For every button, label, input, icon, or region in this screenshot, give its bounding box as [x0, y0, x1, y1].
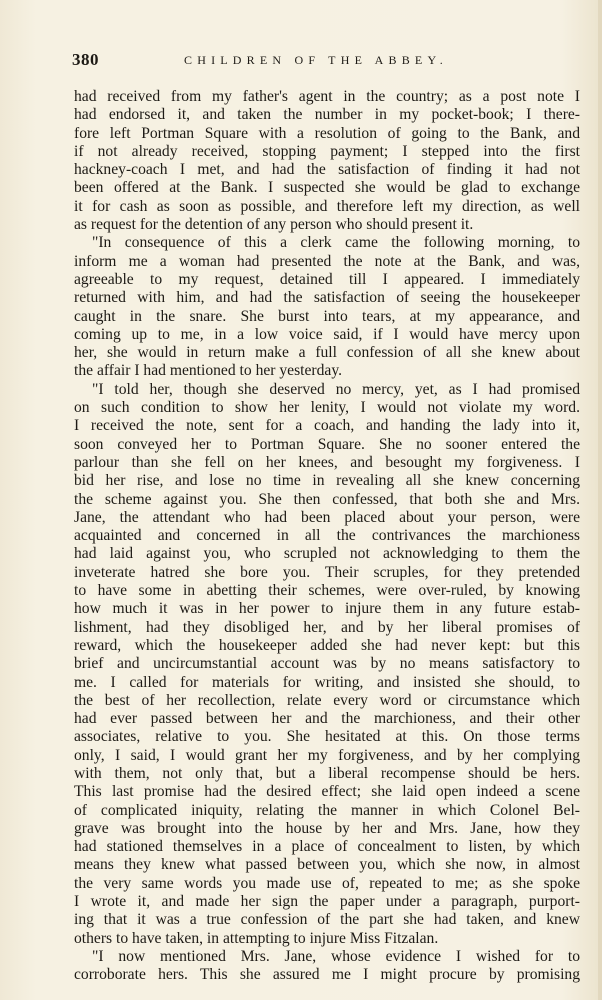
text-line: bid her rise, and lose no time in revealing all she knew concerning: [74, 472, 580, 490]
text-line: reward, which the housekeeper added she had never kept: but this: [74, 636, 580, 654]
text-line: on such condition to show her lenity, I would not violate my word.: [74, 399, 580, 417]
page-edge: [598, 0, 602, 1000]
text-line: only, I said, I would grant her my forgiveness, and by her complying: [74, 746, 580, 764]
text-line: the very same words you made use of, repeated to me; as she spoke: [74, 874, 580, 892]
text-line: "I now mentioned Mrs. Jane, whose evidence I wished for to: [92, 947, 580, 965]
text-line: brief and uncircumstantial account was by no means satisfactory to: [74, 655, 580, 673]
text-line: caught in the snare. She burst into tears, at my appearance, and: [74, 307, 580, 325]
text-line: hackney-coach I met, and had the satisfaction of finding it had not: [74, 161, 580, 179]
text-line: the affair I had mentioned to her yesterday.: [74, 362, 343, 380]
text-line: associates, relative to you. She hesitated at this. On those terms: [74, 728, 580, 746]
text-line: lishment, had they disobliged her, and by her liberal promises of: [74, 618, 580, 636]
text-line: grave was brought into the house by her and Mrs. Jane, how they: [74, 819, 580, 837]
text-line: how much it was in her power to injure them in any future estab-: [74, 600, 580, 618]
text-line: means they knew what passed between you, which she now, in almost: [74, 856, 580, 874]
text-line: her, she would in return make a full confession of all she knew about: [74, 344, 580, 362]
page-number: 380: [72, 50, 99, 69]
text-line: acquainted and concerned in all the contrivances the marchioness: [74, 527, 580, 545]
text-line: agreeable to my request, detained till I appeared. I immediately: [74, 270, 580, 288]
text-line: I received the note, sent for a coach, and handing the lady into it,: [74, 417, 580, 435]
text-line: been offered at the Bank. I suspected she would be glad to exchange: [74, 179, 580, 197]
text-line: Jane, the attendant who had been placed about your person, were: [74, 508, 580, 526]
text-line: others to have taken, in attempting to injure Miss Fitzalan.: [74, 929, 439, 947]
text-line: had received from my father's agent in the country; as a post note I: [74, 88, 580, 105]
text-line: "I told her, though she deserved no mercy, yet, as I had promised: [92, 380, 580, 398]
text-line: had laid against you, who scrupled not acknowledging to them the: [74, 545, 580, 563]
text-line: corroborate hers. This she assured me I might procure by promising: [74, 966, 580, 984]
body-text: [74, 88, 580, 985]
text-line: had stationed themselves in a place of concealment to listen, by which: [74, 838, 580, 856]
text-line: inveterate hatred she bore you. Their scruples, for they pretended: [74, 563, 580, 581]
text-line: had ever passed between her and the marchioness, and their other: [74, 710, 580, 728]
text-line: fore left Portman Square with a resolution of going to the Bank, and: [74, 124, 580, 142]
text-line: of complicated iniquity, relating the manner in which Colonel Bel-: [74, 801, 580, 819]
text-line: the best of her recollection, relate every word or circumstance which: [74, 691, 580, 709]
running-head: [72, 50, 580, 70]
text-line: had endorsed it, and taken the number in my pocket-book; I there-: [74, 106, 580, 124]
text-line: This last promise had the desired effect; she laid open indeed a scene: [74, 783, 580, 801]
text-line: it for cash as soon as possible, and therefore left my direction, as well: [74, 197, 580, 215]
text-line: ing that it was a true confession of the part she had taken, and knew: [74, 911, 580, 929]
text-line: if not already received, stopping payment; I stepped into the first: [74, 142, 580, 160]
text-line: parlour than she fell on her knees, and besought my forgiveness. I: [74, 453, 580, 471]
text-line: as request for the detention of any person who should present it.: [74, 216, 474, 234]
running-title: CHILDREN OF THE ABBEY.: [184, 53, 448, 67]
text-line: "In consequence of this a clerk came the following morning, to: [92, 234, 580, 252]
text-line: me. I called for materials for writing, and insisted she should, to: [74, 673, 580, 691]
text-line: the scheme against you. She then confessed, that both she and Mrs.: [74, 490, 580, 508]
text-line: with them, not only that, but a liberal recompense should be hers.: [74, 764, 580, 782]
text-line: returned with him, and had the satisfaction of seeing the housekeeper: [74, 289, 580, 307]
text-line: coming up to me, in a low voice said, if I would have mercy upon: [74, 325, 580, 343]
text-line: to have some in abetting their schemes, were over-ruled, by knowing: [74, 582, 580, 600]
text-line: I wrote it, and made her sign the paper under a paragraph, purport-: [74, 893, 580, 911]
text-line: inform me a woman had presented the note at the Bank, and was,: [74, 252, 580, 270]
text-line: soon conveyed her to Portman Square. She no sooner entered the: [74, 435, 580, 453]
